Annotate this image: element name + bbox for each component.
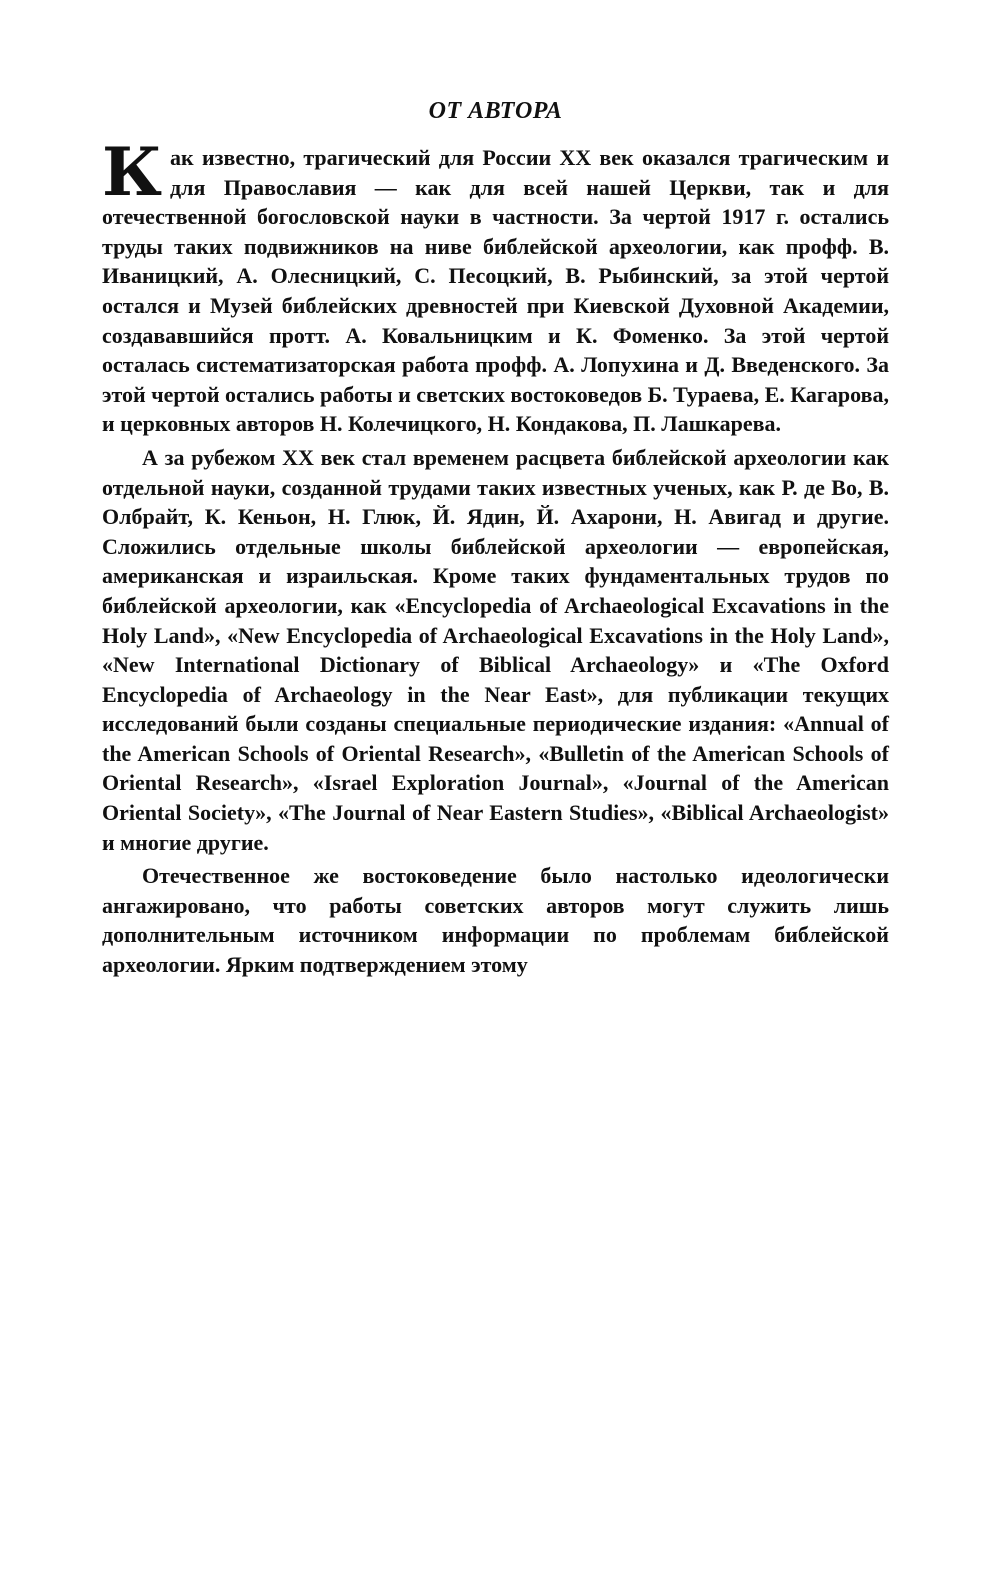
paragraph-1 bbox=[102, 133, 889, 439]
paragraph-2: А за рубежом XX век стал временем расцвета библейской археологии как отдельной науки, созданной трудами таких известных ученых, как Р. де Во, В. Олбрайт, К. Кеньон, Н. Глюк, Й. Ядин, Й. Ахарони, Н. Авигад и другие. Сложились отдельные школы библейской археологии — европейская, американская и израильская. Кроме таких фундаментальных трудов по библейской археологии, как «Encyclopedia of Archaeological Excavations in the Holy Land», «New Encyclopedia of Archaeological Excavations in the Holy Land», «New International Dictionary of Biblical Archaeology» и «The Oxford Encyclopedia of Archaeology in the Near East», для публикации текущих исследований были созданы специальные периодические издания: «Annual of the American Schools of Oriental Research», «Bulletin of the American Schools of Oriental Research», «Israel Exploration Journal», «Journal of the American Oriental Society», «The Journal of Near Eastern Studies», «Biblical Archaeologist» и многие другие. bbox=[102, 444, 889, 855]
page-title: ОТ АВТОРА bbox=[428, 98, 563, 124]
drop-cap: К bbox=[102, 133, 163, 211]
page-content bbox=[102, 98, 889, 980]
paragraph-1-text: ак известно, трагический для России XX век оказался трагическим и для Православия — как для всей нашей Церкви, так и для отечественной богословской науки в частности. За чертой 1917 г. остались труды таких подвижников на ниве библейской археологии, как профф. В. Иваницкий, А. Олесницкий, С. Песоцкий, В. Рыбинский, за этой чертой остался и Музей библейских древностей при Киевской Духовной Академии, создававшийся протт. А. Ковальницким и К. Фоменко. За этой чертой осталась систематизаторская работа профф. А. Лопухина и Д. Введенского. За этой чертой остались работы и светских востоковедов Б. Тураева, Е. Кагарова, и церковных авторов Н. Колечицкого, Н. Кондакова, П. Лашкарева. bbox=[102, 145, 889, 437]
paragraph-3: Отечественное же востоковедение было настолько идеологически ангажировано, что работы советских авторов могут служить лишь дополнительным источником информации по проблемам библейской археологии. Ярким подтверждением этому bbox=[102, 863, 889, 978]
